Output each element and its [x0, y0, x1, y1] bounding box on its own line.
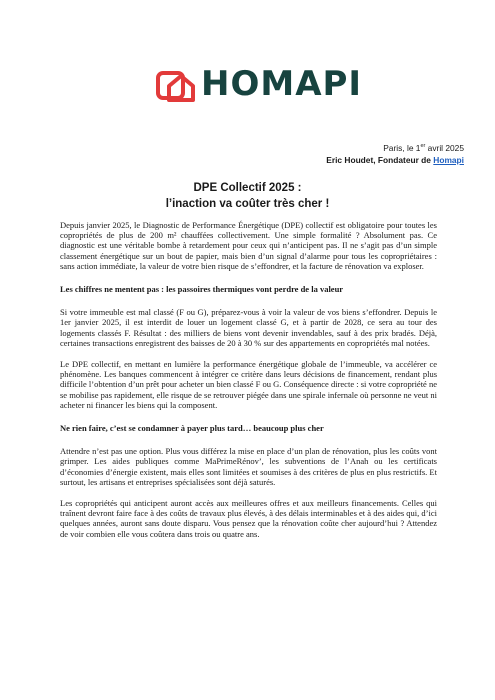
place-date: Paris, le 1er avril 2025: [383, 142, 464, 153]
author-line: Eric Houdet, Fondateur de Homapi: [326, 154, 464, 165]
house-logo-icon: [155, 64, 195, 104]
body-paragraph: Le DPE collectif, en mettant en lumière la performance énergétique globale de l’immeuble, va accélérer ce phénomène. Les banques commencent à intégrer ce critère dans leurs décisions de financement, rendant plus difficile l’obtention d’un prêt pour acheter un bien classé F ou G. Conséquence directe : si votre copropriété ne se mobilise pas rapidement, elle risque de se retrouver piégée dans une spirale infernale où personne ne veut ni acheter ni financer les biens qui la composent.: [60, 359, 437, 410]
brand-name: HOMAPI: [201, 64, 363, 104]
section-heading: Ne rien faire, c’est se condamner à payer plus tard… beaucoup plus cher: [60, 423, 324, 434]
section-heading: Les chiffres ne mentent pas : les passoires thermiques vont perdre de la valeur: [60, 284, 344, 295]
body-paragraph: Si votre immeuble est mal classé (F ou G), préparez-vous à voir la valeur de vos biens s’effondrer. Depuis le 1er janvier 2025, il est interdit de louer un logement classé G, et à partir de 2028, ce sera au tour des logements classés F. Résultat : des milliers de biens vont devenir invendables, sauf à des prix bradés. Déjà, certaines transactions enregistrent des baisses de 20 à 30 % sur des appartements en copropriétés mal notées.: [60, 307, 437, 348]
homapi-link[interactable]: Homapi: [433, 154, 464, 165]
intro-paragraph: Depuis janvier 2025, le Diagnostic de Performance Énergétique (DPE) collectif est obligatoire pour toutes les copropriétés de plus de 200 m² chauffées collectivement. Une simple formalité ? Absolument pas. Ce diagnostic est une véritable bombe à retardement pour ceux qui n’anticipent pas. Il ne s’agit pas d’un simple classement énergétique sur un bout de papier, mais bien d’un signal d’alarme pour tous les copropriétaires : sans action immédiate, la valeur de votre bien risque de s’effondrer, et la facture de rénovation va exploser.: [60, 220, 437, 271]
header-info: [326, 140, 464, 166]
homapi-logo: [155, 64, 362, 104]
document-body: [60, 220, 437, 539]
body-paragraph: Les copropriétés qui anticipent auront accès aux meilleures offres et aux meilleurs financements. Celles qui traînent devront faire face à des coûts de travaux plus élevés, à des délais interminables et à des aides qui, d’ici quelques années, auront sans doute disparu. Vous pensez que la rénovation coûte cher aujourd’hui ? Attendez de voir combien elle vous coûtera dans trois ou quatre ans.: [60, 498, 437, 539]
body-paragraph: Attendre n’est pas une option. Plus vous différez la mise en place d’un plan de rénovation, plus les coûts vont grimper. Les aides publiques comme MaPrimeRénov’, les subventions de l’Anah ou les certificats d’économies d’énergie existent, mais elles sont limitées et soumises à des critères de plus en plus restrictifs. Et surtout, les artisans et entreprises spécialisées sont déjà saturés.: [60, 446, 437, 487]
document-title: DPE Collectif 2025 : l’inaction va coûter très cher !: [165, 182, 330, 210]
